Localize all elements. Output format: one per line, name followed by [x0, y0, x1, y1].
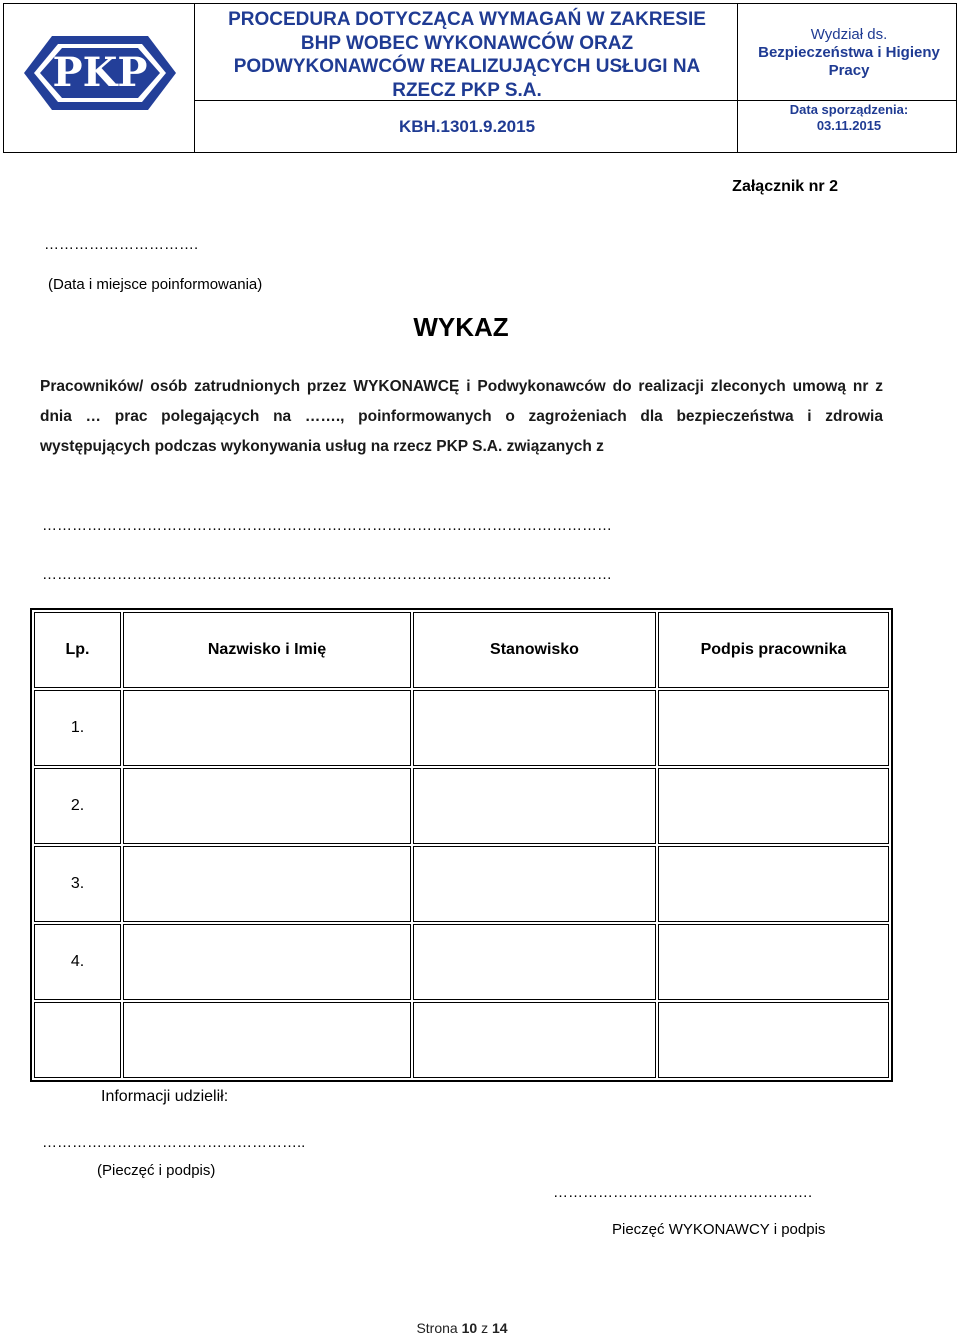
signature-cell[interactable]	[658, 1002, 889, 1078]
name-cell[interactable]	[123, 924, 411, 1000]
name-cell[interactable]	[123, 768, 411, 844]
name-cell[interactable]	[123, 1002, 411, 1078]
date-place-dots: ………………………….	[44, 236, 199, 253]
fill-line-1: ……………………………………………………………………………………………………	[42, 517, 612, 534]
document-header	[3, 3, 957, 153]
header-lp: Lp.	[34, 612, 121, 688]
signature-cell[interactable]	[658, 768, 889, 844]
position-cell[interactable]	[413, 768, 656, 844]
logo-text: PKP	[52, 49, 148, 96]
signature-cell[interactable]	[658, 690, 889, 766]
name-cell[interactable]	[123, 846, 411, 922]
table-header-row	[34, 612, 889, 688]
employee-table	[30, 608, 893, 1082]
signature-cell[interactable]	[658, 846, 889, 922]
position-cell[interactable]	[413, 690, 656, 766]
table-row	[34, 690, 889, 766]
intro-paragraph: Pracowników/ osób zatrudnionych przez WYKONAWCĘ i Podwykonawców do realizacji zleconych umową nr z dnia … prac polegających na ……., poinformowanych o zagrożeniach dla bezpieczeństwa i zdrowia występujących podczas wykonywania usług na rzecz PKP S.A. związanych z	[40, 378, 883, 455]
header-signature: Podpis pracownika	[658, 612, 889, 688]
document-title: WYKAZ	[413, 312, 509, 342]
pkp-logo	[22, 34, 178, 112]
procedure-title: PROCEDURA DOTYCZĄCA WYMAGAŃ W ZAKRESIE BHP WOBEC WYKONAWCÓW ORAZ PODWYKONAWCÓW REALIZUJĄCYCH USŁUGI NA RZECZ PKP S.A.	[228, 9, 706, 101]
table-row	[34, 924, 889, 1000]
name-cell[interactable]	[123, 690, 411, 766]
creation-date: Data sporządzenia: 03.11.2015	[789, 102, 909, 133]
row-number: 3.	[34, 846, 121, 922]
position-cell[interactable]	[413, 846, 656, 922]
row-number: 2.	[34, 768, 121, 844]
row-number	[34, 1002, 121, 1078]
page-number: Strona 10 z 14	[416, 1320, 508, 1336]
table-row	[34, 1002, 889, 1078]
date-place-label: (Data i miejsce poinformowania)	[48, 276, 263, 293]
row-number: 1.	[34, 690, 121, 766]
informed-by-stamp-label: (Pieczęć i podpis)	[97, 1162, 216, 1179]
row-number: 4.	[34, 924, 121, 1000]
table-row	[34, 846, 889, 922]
contractor-dots: …………………………………………….	[553, 1184, 813, 1201]
procedure-code: KBH.1301.9.2015	[398, 117, 536, 136]
fill-line-2: ……………………………………………………………………………………………………	[42, 566, 612, 583]
department-name: Wydział ds. Bezpieczeństwa i Higieny Pracy	[758, 26, 940, 79]
table-row	[34, 768, 889, 844]
signature-cell[interactable]	[658, 924, 889, 1000]
position-cell[interactable]	[413, 1002, 656, 1078]
informed-by-label: Informacji udzielił:	[101, 1088, 229, 1105]
contractor-label: Pieczęć WYKONAWCY i podpis	[612, 1221, 826, 1238]
position-cell[interactable]	[413, 924, 656, 1000]
header-position: Stanowisko	[413, 612, 656, 688]
header-name: Nazwisko i Imię	[123, 612, 411, 688]
attachment-label: Załącznik nr 2	[732, 178, 838, 195]
informed-by-dots: ……………………………………………..	[42, 1134, 306, 1151]
